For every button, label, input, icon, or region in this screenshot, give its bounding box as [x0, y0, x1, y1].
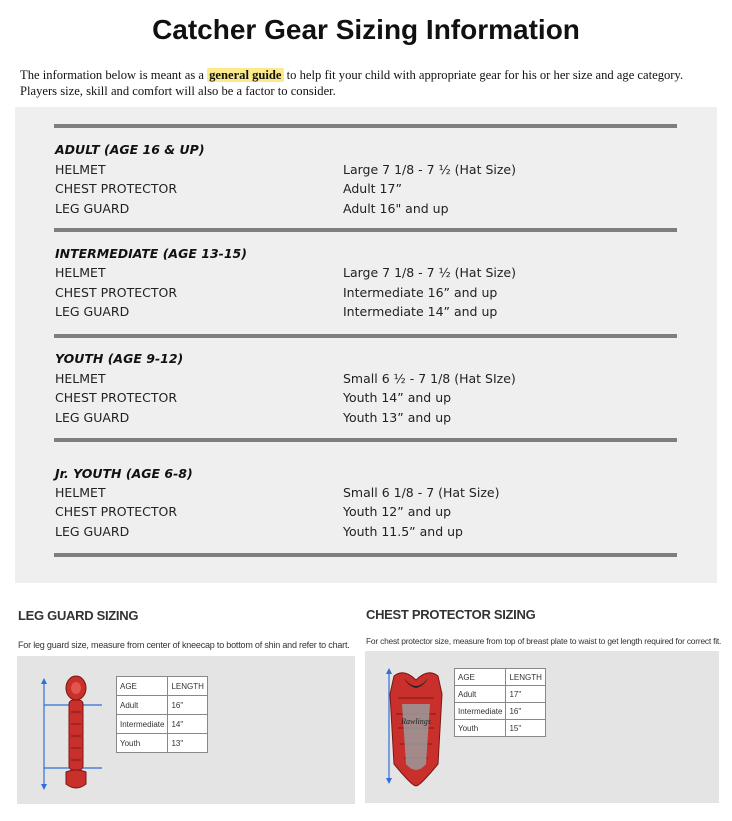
leg-guard-sizing-heading: LEG GUARD SIZING: [18, 608, 139, 623]
table-cell: Intermediate: [455, 703, 506, 720]
leg-guard-illustration: [36, 672, 116, 800]
table-header-cell: AGE: [455, 669, 506, 686]
size-chest-protector: Youth 12” and up: [343, 504, 452, 519]
size-leg-guard: Intermediate 14” and up: [343, 304, 498, 319]
item-helmet: HELMET: [55, 485, 106, 500]
size-chest-protector: Youth 14” and up: [343, 390, 452, 405]
item-chest-protector: CHEST PROTECTOR: [55, 181, 178, 196]
table-cell: 14": [168, 715, 207, 734]
table-header-row: [117, 677, 208, 696]
intro-text-end: to help fit your child with appropriate gear for his or her size and age category. Players size, skill and comfort will also be a factor to consider.: [20, 68, 684, 98]
table-row: [117, 696, 208, 715]
table-cell: Adult: [455, 686, 506, 703]
table-cell: Youth: [455, 720, 506, 737]
section-divider: [54, 228, 677, 232]
item-chest-protector: CHEST PROTECTOR: [55, 285, 178, 300]
size-chest-protector: Intermediate 16” and up: [343, 285, 498, 300]
table-header-cell: LENGTH: [506, 669, 545, 686]
size-helmet: Large 7 1/8 - 7 ½ (Hat Size): [343, 162, 517, 177]
chest-protector-illustration: [380, 664, 452, 792]
table-row: [117, 715, 208, 734]
section-heading-intermediate: INTERMEDIATE (AGE 13-15): [55, 246, 247, 261]
size-chest-protector: Adult 17”: [343, 181, 402, 196]
size-leg-guard: Youth 11.5” and up: [343, 524, 463, 539]
section-heading-adult: ADULT (AGE 16 & UP): [55, 142, 205, 157]
chest-protector-sizing-heading: CHEST PROTECTOR SIZING: [366, 607, 536, 622]
intro-text-start: The information below is meant as a: [20, 68, 208, 82]
table-header-cell: AGE: [117, 677, 168, 696]
table-cell: Adult: [117, 696, 168, 715]
intro-highlight: general guide: [209, 68, 282, 82]
chest-protector-size-table: [454, 668, 546, 737]
table-row: [455, 686, 546, 703]
table-row: [455, 703, 546, 720]
section-heading-jr-youth: Jr. YOUTH (AGE 6-8): [55, 466, 193, 481]
item-leg-guard: LEG GUARD: [55, 304, 130, 319]
table-cell: Intermediate: [117, 715, 168, 734]
item-leg-guard: LEG GUARD: [55, 524, 130, 539]
item-helmet: HELMET: [55, 162, 106, 177]
table-cell: Youth: [117, 734, 168, 753]
table-cell: 15": [506, 720, 545, 737]
item-leg-guard: LEG GUARD: [55, 410, 130, 425]
item-chest-protector: CHEST PROTECTOR: [55, 390, 178, 405]
leg-guard-sizing-text: For leg guard size, measure from center of kneecap to bottom of shin and refer to chart.: [18, 640, 350, 650]
intro-paragraph: [20, 67, 720, 99]
size-leg-guard: Youth 13” and up: [343, 410, 452, 425]
section-divider: [54, 124, 677, 128]
size-helmet: Small 6 ½ - 7 1/8 (Hat SIze): [343, 371, 516, 386]
section-divider: [54, 438, 677, 442]
section-divider: [54, 334, 677, 338]
page-title: Catcher Gear Sizing Information: [152, 14, 580, 45]
chest-protector-sizing-text: For chest protector size, measure from top of breast plate to waist to get length required for correct fit.: [366, 636, 722, 646]
item-chest-protector: CHEST PROTECTOR: [55, 504, 178, 519]
table-cell: 17": [506, 686, 545, 703]
section-divider: [54, 553, 677, 557]
table-row: [117, 734, 208, 753]
rawlings-logo: Rawlings: [401, 717, 431, 726]
size-leg-guard: Adult 16" and up: [343, 201, 449, 216]
table-header-row: [455, 669, 546, 686]
table-cell: 16": [168, 696, 207, 715]
leg-guard-size-table: [116, 676, 208, 753]
table-cell: 16": [506, 703, 545, 720]
table-header-cell: LENGTH: [168, 677, 207, 696]
size-helmet: Small 6 1/8 - 7 (Hat Size): [343, 485, 500, 500]
section-heading-youth: YOUTH (AGE 9-12): [55, 351, 184, 366]
table-row: [455, 720, 546, 737]
item-leg-guard: LEG GUARD: [55, 201, 130, 216]
item-helmet: HELMET: [55, 265, 106, 280]
table-cell: 13": [168, 734, 207, 753]
size-helmet: Large 7 1/8 - 7 ½ (Hat Size): [343, 265, 517, 280]
item-helmet: HELMET: [55, 371, 106, 386]
